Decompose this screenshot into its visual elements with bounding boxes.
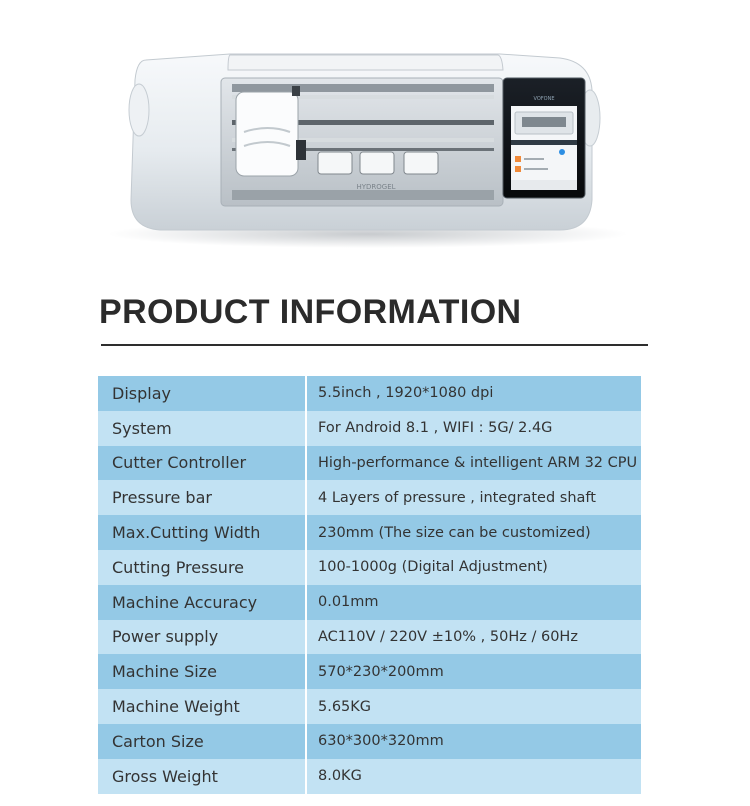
spec-label: Pressure bar (98, 480, 307, 515)
spec-value: 230mm (The size can be customized) (318, 524, 591, 541)
table-row (98, 689, 641, 724)
table-row (98, 411, 641, 446)
page-title: PRODUCT INFORMATION (99, 293, 522, 331)
spec-value: 0.01mm (318, 594, 379, 611)
table-row (98, 654, 641, 689)
spec-table (98, 376, 641, 794)
table-row (98, 515, 641, 550)
spec-label: System (98, 411, 307, 446)
spec-value: 4 Layers of pressure , integrated shaft (318, 489, 596, 506)
spec-label: Max.Cutting Width (98, 515, 307, 550)
spec-value: High-performance & intelligent ARM 32 CPU (318, 454, 638, 471)
carriage-label: HYDROGEL (356, 183, 396, 191)
left-end-cap (129, 84, 149, 136)
spec-label: Power supply (98, 620, 307, 655)
spec-value: AC110V / 220V ±10% , 50Hz / 60Hz (318, 628, 578, 645)
spec-value: 5.65KG (318, 698, 372, 715)
spec-label: Carton Size (98, 724, 307, 759)
table-row (98, 724, 641, 759)
spec-value: For Android 8.1 , WIFI : 5G/ 2.4G (318, 420, 553, 437)
spec-value: 8.0KG (318, 768, 362, 785)
machine-lid (228, 55, 503, 70)
table-row (98, 480, 641, 515)
cutter-head (236, 92, 298, 176)
screen-title: VOFONE (533, 96, 555, 102)
table-row (98, 446, 641, 481)
spec-label: Cutter Controller (98, 446, 307, 481)
title-underline (101, 344, 648, 346)
table-row (98, 585, 641, 620)
spec-value: 100-1000g (Digital Adjustment) (318, 559, 548, 576)
spec-value: 5.5inch , 1920*1080 dpi (318, 385, 494, 402)
table-row (98, 550, 641, 585)
spec-label: Machine Accuracy (98, 585, 307, 620)
table-row (98, 376, 641, 411)
spec-label: Gross Weight (98, 759, 307, 794)
spec-value: 630*300*320mm (318, 733, 444, 750)
spec-label: Display (98, 376, 307, 411)
product-image (0, 0, 750, 290)
spec-label: Machine Size (98, 654, 307, 689)
spec-label: Machine Weight (98, 689, 307, 724)
spec-label: Cutting Pressure (98, 550, 307, 585)
table-row (98, 620, 641, 655)
table-row (98, 759, 641, 794)
spec-value: 570*230*200mm (318, 663, 444, 680)
